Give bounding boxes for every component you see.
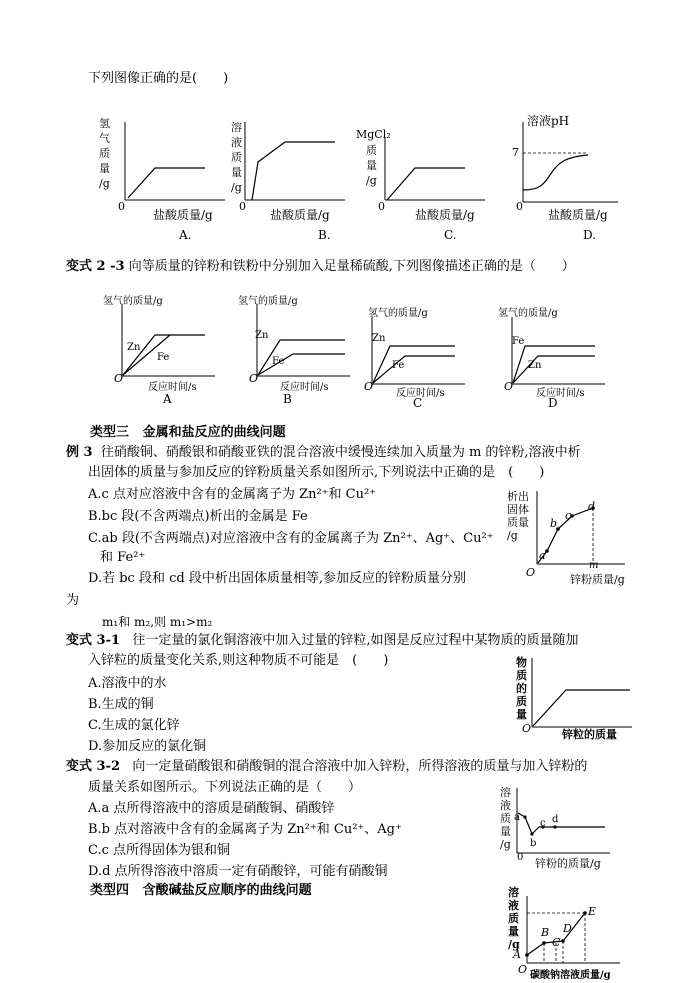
- variant-3-1-text1: 往一定量的氯化铜溶液中加入过量的锌粒,如图是反应过程中某物质的质量随加: [132, 633, 579, 648]
- example-3-line1: [66, 444, 581, 461]
- graph-2C-ylabel: 氢气的质量/g: [368, 308, 428, 319]
- example-3-m-tick: m: [589, 560, 599, 571]
- intro-question: 下列图像正确的是( ): [88, 71, 229, 86]
- graph-2D-origin: O: [504, 380, 514, 393]
- graph-1B-plot: [230, 120, 350, 210]
- type4-point-A: A: [513, 948, 521, 961]
- variant-2-3-question: [66, 258, 575, 275]
- graph-2C-bottom-label: Fe: [392, 360, 405, 371]
- variant-3-2-point-d: d: [552, 814, 559, 825]
- variant-3-1-label: 变式 3-1: [66, 633, 121, 648]
- graph-2A-origin: O: [114, 372, 124, 385]
- graph-2B-letter: B: [283, 392, 292, 406]
- example-3-option-d3: m₁和 m₂,则 m₁>m₂: [102, 615, 213, 629]
- graph-1B-xlabel: 盐酸质量/g: [270, 208, 330, 222]
- type4-title: 含酸碱盐反应顺序的曲线问题: [142, 883, 312, 898]
- graph-2A-top-label: Zn: [127, 342, 141, 353]
- graph-2B-xlabel: 反应时间/s: [280, 382, 329, 393]
- graph-2D-top-label: Fe: [512, 336, 525, 347]
- type4-origin: O: [518, 963, 528, 976]
- type4-point-B: B: [541, 926, 550, 939]
- variant-3-2-label: 变式 3-2: [66, 759, 121, 774]
- variant-3-1-option-a: A.溶液中的水: [88, 676, 167, 691]
- example-3-line2: 出固体的质量与参加反应的锌粉质量关系如图所示,下列说法中正确的是 ( ): [88, 465, 545, 480]
- example-3-option-b: B.bc 段(不含两端点)析出的金属是 Fe: [88, 509, 308, 524]
- variant-3-2-xlabel: 锌粉的质量/g: [535, 857, 601, 870]
- graph-1B-origin: 0: [239, 200, 246, 213]
- variant-3-1-xlabel: 锌粒的质量: [562, 728, 617, 741]
- variant-3-1-graph-ylabel: 物 质 的 质 量: [516, 656, 527, 721]
- variant-3-2-graph-ylabel: 溶 液 质 量 /g: [500, 786, 511, 851]
- graph-2A-bottom-label: Fe: [157, 352, 170, 363]
- variant-3-2-graph-plot: [505, 785, 615, 860]
- type4-point-D: D: [563, 922, 572, 935]
- graph-1C-letter: C.: [444, 228, 457, 242]
- graph-1C-plot: [370, 120, 490, 210]
- graph-1A-ylabel: 氢 气 质 量 /g: [99, 117, 110, 190]
- graph-2B-bottom-label: Fe: [272, 356, 285, 367]
- example-3-option-a: A.c 点对应溶液中含有的金属离子为 Zn²⁺和 Cu²⁺: [88, 487, 377, 502]
- graph-1B-letter: B.: [318, 228, 331, 242]
- variant-3-1-option-d: D.参加反应的氯化铜: [88, 739, 207, 754]
- graph-2C-plot: [360, 312, 470, 392]
- graph-1D-ylabel-top: 溶液pH: [527, 114, 570, 128]
- example-3-point-d: d: [588, 500, 596, 513]
- example-3-option-d1: D.若 bc 段和 cd 段中析出固体质量相等,参加反应的锌粉质量分别: [88, 571, 466, 586]
- variant-3-2-text1: 向一定量硝酸银和硝酸铜的混合溶液中加入锌粉，所得溶液的质量与加入锌粉的: [132, 759, 588, 774]
- graph-2B-plot: [245, 300, 355, 385]
- graph-2A-letter: A: [163, 392, 172, 406]
- graph-2C-xlabel: 反应时间/s: [396, 388, 445, 399]
- graph-2D-xlabel: 反应时间/s: [536, 388, 585, 399]
- type4-label: 类型四: [90, 883, 130, 898]
- graph-1D-tick-7: 7: [512, 146, 519, 159]
- graph-2D-bottom-label: Zn: [528, 360, 542, 371]
- graph-2A-xlabel: 反应时间/s: [148, 382, 197, 393]
- graph-2D-letter: D: [548, 396, 558, 410]
- graph-1A-xlabel: 盐酸质量/g: [153, 208, 213, 222]
- variant-3-2-option-c: C.c 点所得固体为银和铜: [88, 843, 231, 858]
- example-3-point-a: a: [539, 549, 546, 562]
- graph-1B-ylabel: 溶 液 质 量 /g: [231, 121, 242, 194]
- variant-3-1-line2: 入锌粒的质量变化关系,则这种物质不可能是 ( ): [88, 653, 389, 668]
- graph-1D-xlabel: 盐酸质量/g: [548, 208, 608, 222]
- variant-3-2-line2: 质量关系如图所示。下列说法正确的是（ ）: [88, 780, 362, 795]
- type3-heading: [90, 424, 286, 441]
- graph-1D-plot: [508, 120, 628, 210]
- example-3-text1: 往硝酸铜、硝酸银和硝酸亚铁的混合溶液中缓慢连续加入质量为 m 的锌粉,溶液中析: [100, 445, 581, 460]
- type4-point-E: E: [588, 905, 597, 918]
- graph-1A-origin: 0: [118, 200, 125, 213]
- type4-graph-ylabel: 溶 液 质 量 /g: [508, 886, 520, 951]
- graph-2A-ylabel: 氢气的质量/g: [103, 296, 163, 307]
- variant-3-1-option-b: B.生成的铜: [88, 697, 154, 712]
- example-3-point-c: c: [565, 509, 572, 522]
- graph-1D-letter: D.: [583, 228, 597, 242]
- variant-3-2-point-b: b: [530, 838, 537, 849]
- graph-2C-top-label: Zn: [372, 333, 386, 344]
- variant-2-3-label: 变式 2 -3: [66, 259, 125, 274]
- variant-3-1-origin: O: [522, 722, 532, 735]
- example-3-option-c1: C.ab 段(不含两端点)对应溶液中含有的金属离子为 Zn²⁺、Ag⁺、Cu²⁺: [88, 531, 494, 546]
- type3-title: 金属和盐反应的曲线问题: [142, 425, 286, 440]
- graph-2C-letter: C: [413, 396, 423, 410]
- example-3-option-d2: 为: [66, 593, 80, 608]
- example-3-xlabel: 锌粉质量/g: [570, 573, 625, 586]
- graph-1A-letter: A.: [179, 228, 192, 242]
- graph-2C-origin: O: [364, 380, 374, 393]
- graph-1C-ylabel-top: MgCl₂: [356, 128, 391, 141]
- variant-2-3-text: 向等质量的锌粉和铁粉中分别加入足量稀硫酸,下列图像描述正确的是（ ）: [128, 259, 575, 274]
- variant-3-2-line1: [66, 758, 587, 775]
- graph-1C-origin: 0: [378, 200, 385, 213]
- graph-2D-plot: [500, 312, 610, 392]
- variant-3-1-graph-plot: [520, 655, 635, 735]
- type4-heading: [90, 882, 312, 899]
- variant-3-2-option-d: D.d 点所得溶液中溶质一定有硝酸锌，可能有硝酸铜: [88, 864, 388, 879]
- graph-1C-ylabel: 质 量 /g: [366, 144, 377, 187]
- type4-point-C: C: [552, 936, 561, 949]
- graph-2B-ylabel: 氢气的质量/g: [238, 296, 298, 307]
- graph-2B-origin: O: [249, 372, 259, 385]
- example-3-graph-ylabel: 析出 固体 质量 /g: [507, 490, 529, 542]
- graph-1A-plot: [110, 120, 230, 210]
- variant-3-2-point-c: c: [540, 818, 546, 829]
- variant-3-2-option-a: A.a 点所得溶液中的溶质是硝酸铜、硝酸锌: [88, 801, 335, 816]
- graph-2B-top-label: Zn: [255, 330, 269, 341]
- type4-xlabel: 碳酸钠溶液质量/g: [530, 970, 611, 981]
- variant-3-1-option-c: C.生成的氯化锌: [88, 718, 180, 733]
- example-3-point-b: b: [550, 517, 558, 530]
- variant-3-2-point-a: a: [514, 812, 520, 823]
- example-3-origin: O: [526, 566, 536, 579]
- graph-1D-origin: 0: [516, 200, 523, 213]
- example-3-option-c2: 和 Fe²⁺: [100, 550, 146, 565]
- type3-label: 类型三: [90, 425, 130, 440]
- variant-3-2-option-b: B.b 点对溶液中含有的金属离子为 Zn²⁺和 Cu²⁺、Ag⁺: [88, 822, 402, 837]
- graph-1C-xlabel: 盐酸质量/g: [415, 208, 475, 222]
- example-3-label: 例 3: [66, 445, 93, 460]
- variant-3-2-origin: 0: [517, 852, 524, 863]
- graph-2D-ylabel: 氢气的质量/g: [498, 308, 558, 319]
- variant-3-1-line1: [66, 632, 579, 649]
